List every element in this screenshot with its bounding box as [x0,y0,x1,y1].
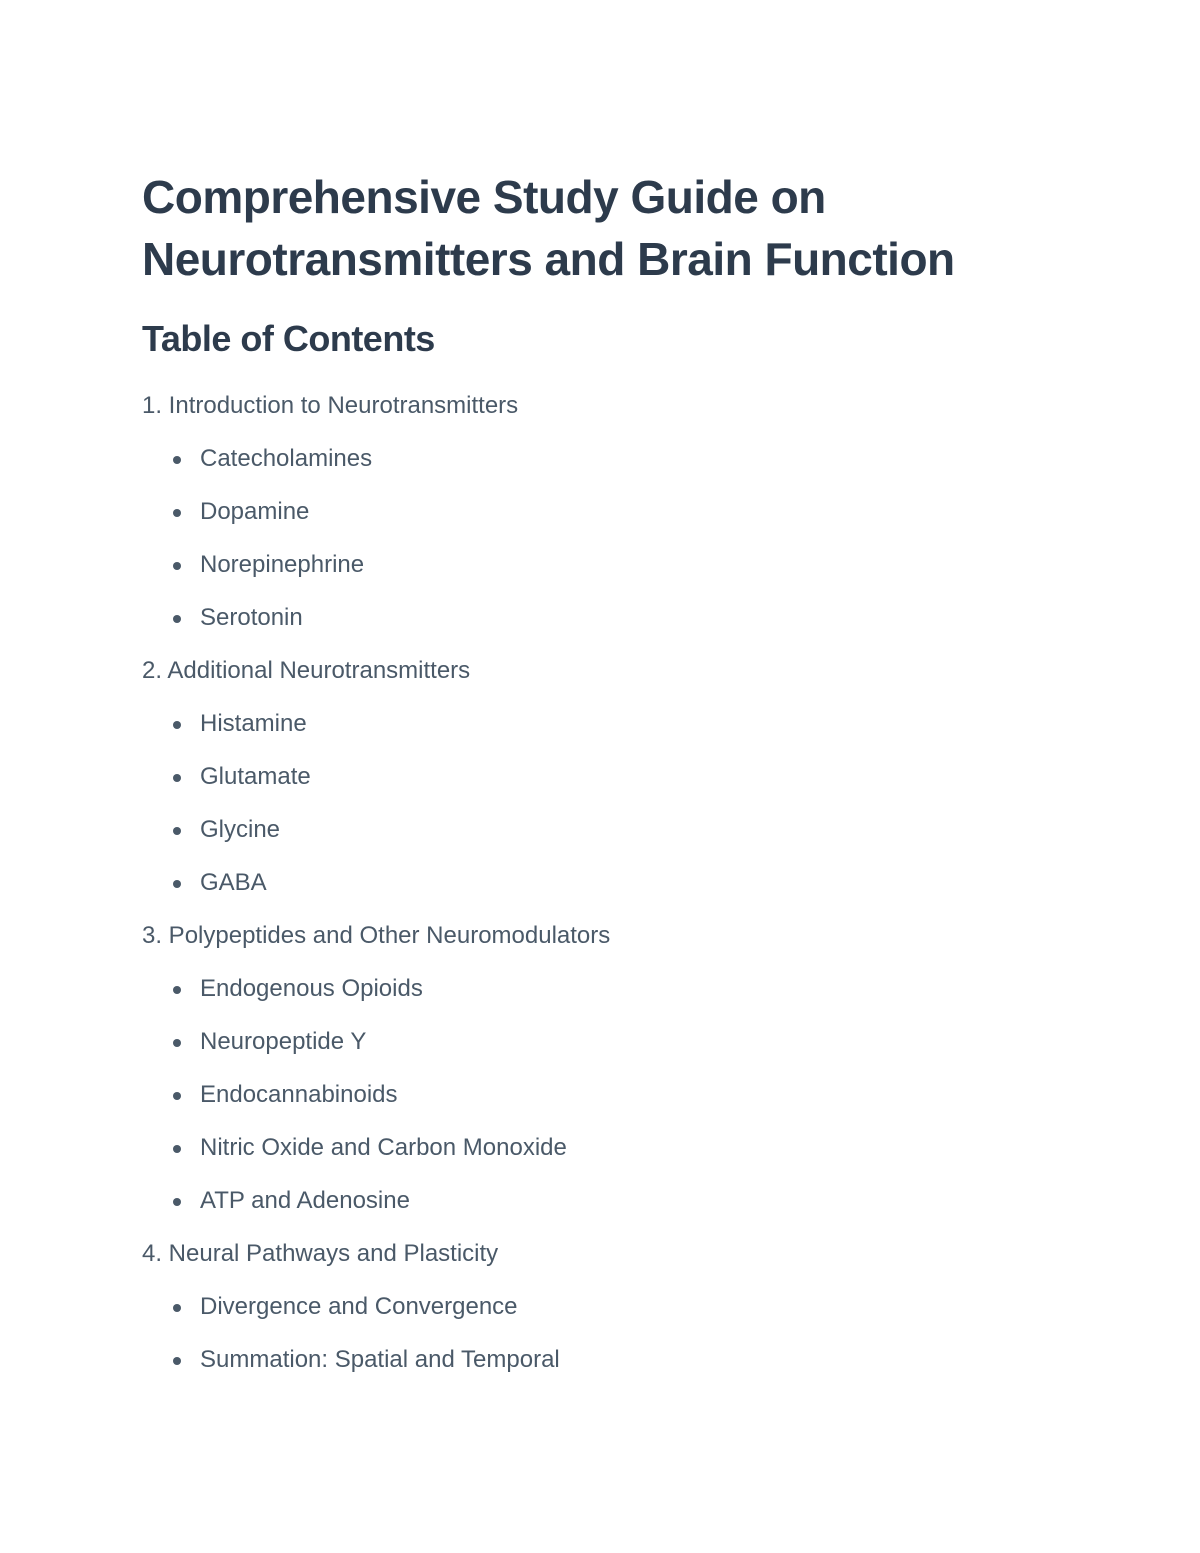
toc-section-label: 1. Introduction to Neurotransmitters [142,392,519,419]
toc-heading: Table of Contents [142,318,435,359]
toc-item: Divergence and Convergence [142,1289,610,1325]
toc-item: Nitric Oxide and Carbon Monoxide [142,1130,610,1166]
bullet-icon [173,1198,181,1206]
table-of-contents [142,388,610,1395]
toc-section [142,918,610,1219]
bullet-icon [173,774,181,782]
bullet-icon [173,1092,181,1100]
title-line-2: Neurotransmitters and Brain Function [142,233,955,285]
toc-section [142,388,610,636]
toc-section-label: 4. Neural Pathways and Plasticity [142,1240,499,1267]
toc-item: Neuropeptide Y [142,1024,610,1060]
toc-item: Serotonin [142,600,610,636]
toc-item: Summation: Spatial and Temporal [142,1342,610,1378]
bullet-icon [173,562,181,570]
bullet-icon [173,1357,181,1365]
bullet-icon [173,721,181,729]
toc-item: Norepinephrine [142,547,610,583]
toc-section-label: 2. Additional Neurotransmitters [142,657,471,684]
toc-item: Dopamine [142,494,610,530]
bullet-icon [173,986,181,994]
bullet-icon [173,827,181,835]
toc-item: ATP and Adenosine [142,1183,610,1219]
toc-section [142,1236,610,1378]
toc-item: Histamine [142,706,610,742]
toc-item: Glycine [142,812,610,848]
toc-section-label: 3. Polypeptides and Other Neuromodulators [142,922,611,949]
title-line-1: Comprehensive Study Guide on [142,171,826,223]
toc-item: Catecholamines [142,441,610,477]
bullet-icon [173,880,181,888]
bullet-icon [173,1039,181,1047]
toc-item: Glutamate [142,759,610,795]
toc-section [142,653,610,901]
bullet-icon [173,615,181,623]
bullet-icon [173,1304,181,1312]
bullet-icon [173,509,181,517]
toc-item: GABA [142,865,610,901]
document-title [142,166,955,290]
toc-item: Endogenous Opioids [142,971,610,1007]
bullet-icon [173,456,181,464]
toc-item: Endocannabinoids [142,1077,610,1113]
bullet-icon [173,1145,181,1153]
